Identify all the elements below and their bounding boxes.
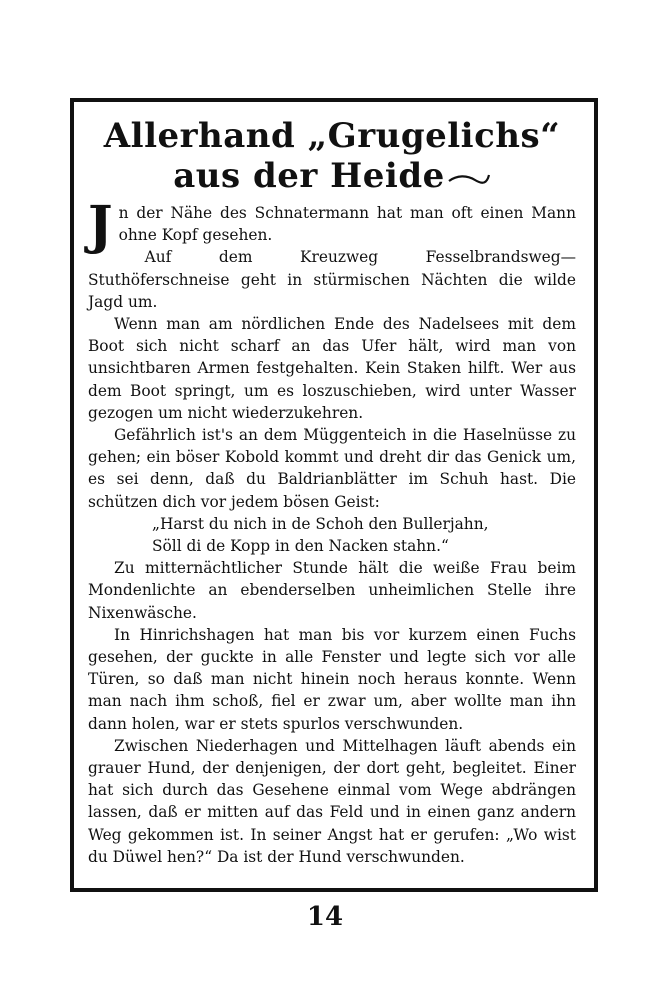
paragraph-5: Zu mitternächtlicher Stunde hält die weiße Frau beim Mondenlichte an ebenderselben unheimlichen Stelle ihre Nixenwäsche.: [88, 559, 576, 622]
paragraph-2: Auf dem Kreuzweg Fesselbrandsweg—Stuthöferschneise geht in stürmischen Nächten die wilde Jagd um.: [88, 248, 576, 311]
paragraph-1: [88, 195, 576, 256]
text-frame: [70, 98, 598, 892]
paragraph-text: n der Nähe des Schnatermann hat man oft einen Mann ohne Kopf gesehen.: [118, 204, 576, 245]
drop-cap: J: [88, 195, 113, 256]
page-title: [88, 116, 576, 196]
paragraph-7: Zwischen Niederhagen und Mittelhagen läuft abends ein grauer Hund, der denjenigen, der dort geht, begleitet. Einer hat sich durch das Gesehene einmal vom Wege abdrängen lassen, daß er mitten auf das Feld und in einen ganz andern Weg gekommen ist. In seiner Angst hat er gerufen: „Wo wist du Düwel hen?“ Da ist der Hund verschwunden.: [88, 736, 576, 866]
title-text: Allerhand „Grugelichs“ aus der Heide: [103, 116, 561, 196]
paragraph-6: In Hinrichshagen hat man bis vor kurzem einen Fuchs gesehen, der guckte in alle Fenster und legte sich vor alle Türen, so daß man nicht hinein noch heraus konnte. Wenn man nach ihm schoß, fiel er zwar um, aber wollte man ihn dann holen, war er stets spurlos verschwunden.: [88, 625, 576, 733]
flourish-ornament-icon: [447, 171, 491, 185]
paragraph-4: Gefährlich ist's an dem Müggenteich in die Haselnüsse zu gehen; ein böser Kobold kommt und dreht dir das Genick um, es sei denn, daß du Baldrianblätter im Schuh hast. Die schützen dich vor jedem bösen Geist:: [88, 426, 576, 511]
page-number: 14: [306, 902, 344, 932]
verse-line-2: Söll di de Kopp in den Nacken stahn.“: [152, 537, 449, 556]
verse-line-1: „Harst du nich in de Schoh den Bullerjahn,: [152, 514, 489, 533]
paragraph-3: Wenn man am nördlichen Ende des Nadelsees mit dem Boot sich nicht scharf an das Ufer hält, wird man von unsichtbaren Armen festgehalten. Kein Staken hilft. Wer aus dem Boot springt, um es loszuschieben, wird unter Wasser gezogen um nicht wiederzukehren.: [88, 315, 576, 422]
